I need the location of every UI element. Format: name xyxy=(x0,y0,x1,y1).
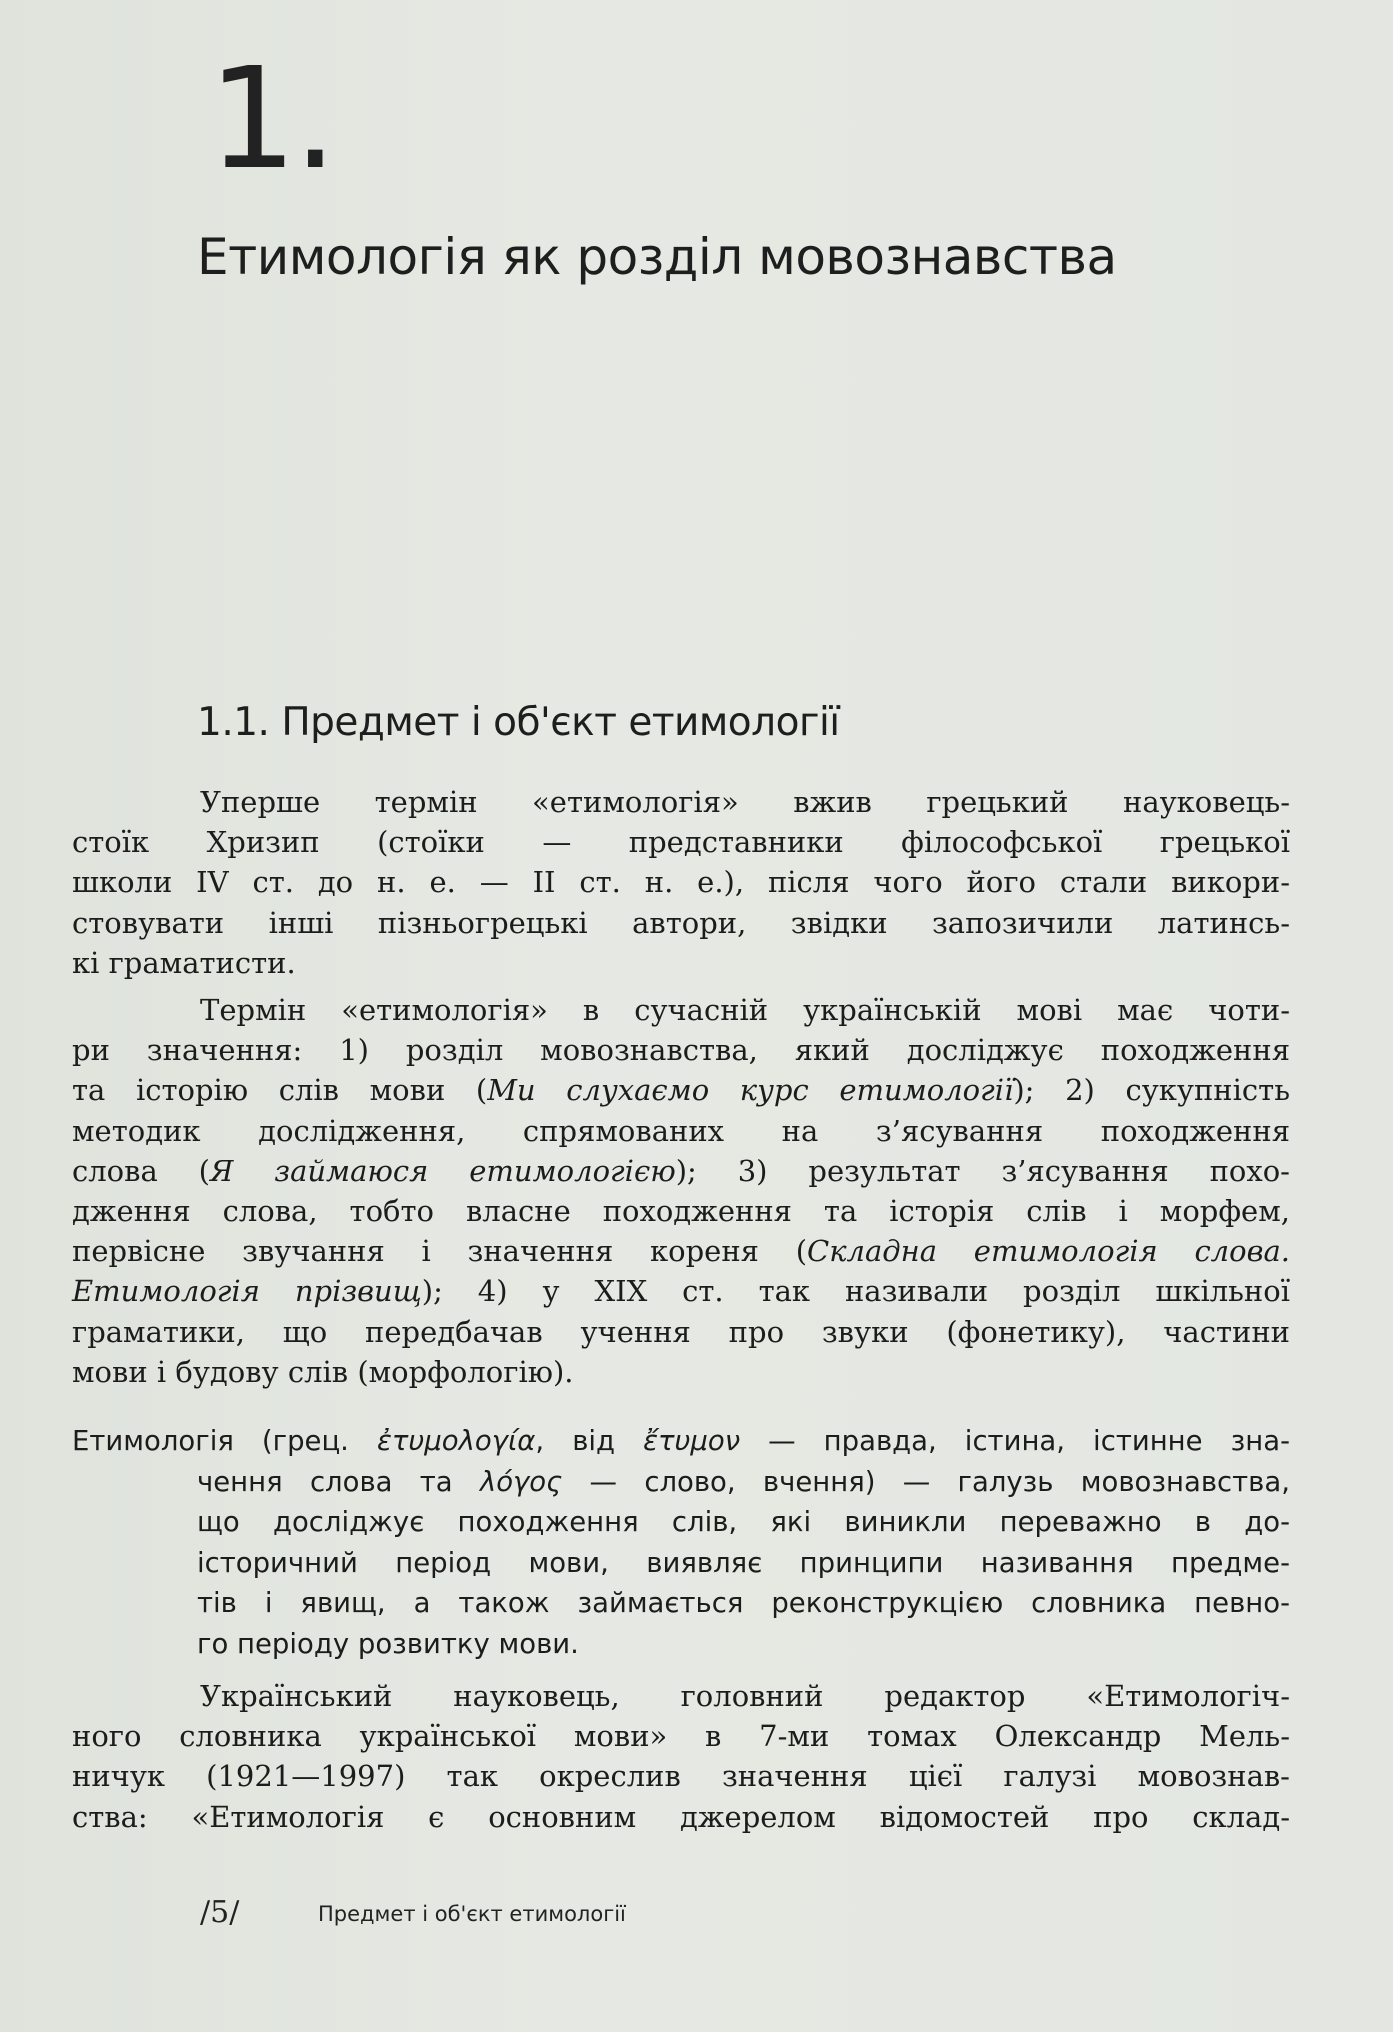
text-run: та історію слів мови ( xyxy=(72,1073,488,1108)
text-line: кі граматисти. xyxy=(72,945,296,980)
text-run: ); 3) результат з’ясування похо- xyxy=(675,1153,1290,1188)
greek-word: ἔτυμον xyxy=(643,1425,741,1457)
example-italic: Я займаюся етимологією xyxy=(209,1153,676,1188)
definition-term: Етимологія xyxy=(72,1425,234,1457)
definition-line xyxy=(72,1462,1290,1503)
text-run: , від xyxy=(535,1425,644,1457)
paragraph-etymology-origin xyxy=(72,782,1290,983)
greek-word: ἐτυμολογία xyxy=(376,1425,536,1457)
text-line xyxy=(72,1231,1290,1271)
section-title: 1.1. Предмет і об'єкт етимології xyxy=(197,700,840,745)
text-line: стоїк Хризип (стоїки — представники філософської грецької xyxy=(72,825,1290,860)
running-title: Предмет і об'єкт етимології xyxy=(318,1902,626,1926)
definition-line: го періоду розвитку мови. xyxy=(197,1627,579,1660)
text-line: школи IV ст. до н. е. — II ст. н. е.), після чого його стали викори- xyxy=(72,865,1290,900)
text-line: Термін «етимологія» в сучасній українській мові має чоти- xyxy=(200,993,1290,1027)
text-line: ства: «Етимологія є основним джерелом відомостей про склад- xyxy=(72,1799,1290,1834)
text-line: мови і будову слів (морфологію). xyxy=(72,1354,574,1389)
definition-line: тів і явищ, а також займається реконструкцією словника певно- xyxy=(197,1587,1290,1619)
text-line xyxy=(72,1070,1290,1110)
definition-block xyxy=(72,1421,1290,1664)
definition-line xyxy=(72,1421,1290,1462)
text-run: (грец. xyxy=(233,1425,377,1457)
definition-line: історичний період мови, виявляє принципи називання предме- xyxy=(197,1546,1290,1579)
text-run: ); 2) сукупність xyxy=(1013,1073,1290,1108)
text-run: чення слова та xyxy=(197,1465,480,1498)
chapter-number: 1. xyxy=(208,38,334,201)
text-run: первісне звучання і значення кореня ( xyxy=(72,1234,808,1269)
page-number: /5/ xyxy=(200,1895,240,1930)
text-run: — слово, вчення) — галузь мовознавства, xyxy=(562,1465,1290,1498)
text-run: — правда, істина, істинне зна- xyxy=(740,1425,1290,1457)
text-line: граматики, що передбачав учення про звуки (фонетику), частини xyxy=(72,1314,1290,1349)
text-line: дження слова, тобто власне походження та історія слів і морфем, xyxy=(72,1193,1290,1228)
paragraph-melnychuk xyxy=(72,1676,1290,1837)
greek-word: λόγος xyxy=(479,1465,563,1498)
chapter-title: Етимологія як розділ мовознавства xyxy=(197,228,1117,286)
text-run: ); 4) у XIX ст. так називали розділ шкільної xyxy=(421,1274,1290,1309)
example-italic: Етимологія прізвищ xyxy=(72,1274,422,1309)
text-line: Український науковець, головний редактор «Етимологіч- xyxy=(200,1679,1290,1713)
paragraph-term-meanings xyxy=(72,990,1290,1392)
text-line xyxy=(72,1271,1290,1311)
example-italic: Ми слухаємо курс етимології xyxy=(487,1073,1014,1108)
definition-line: що досліджує походження слів, які виникли переважно в до- xyxy=(197,1506,1290,1538)
text-line: ри значення: 1) розділ мовознавства, який досліджує походження xyxy=(72,1033,1290,1068)
example-italic: Складна етимологія слова. xyxy=(807,1234,1290,1269)
text-line: ничук (1921—1997) так окреслив значення цієї галузі мовознав- xyxy=(72,1759,1290,1794)
text-line: ного словника української мови» в 7-ми томах Олександр Мель- xyxy=(72,1719,1290,1754)
text-line: стовувати інші пізньогрецькі автори, звідки запозичили латинсь- xyxy=(72,905,1290,940)
text-line: методик дослідження, спрямованих на з’ясування походження xyxy=(72,1113,1290,1148)
text-line: Уперше термін «етимологія» вжив грецький науковець- xyxy=(200,785,1290,819)
text-line xyxy=(72,1151,1290,1191)
text-run: слова ( xyxy=(72,1153,210,1188)
